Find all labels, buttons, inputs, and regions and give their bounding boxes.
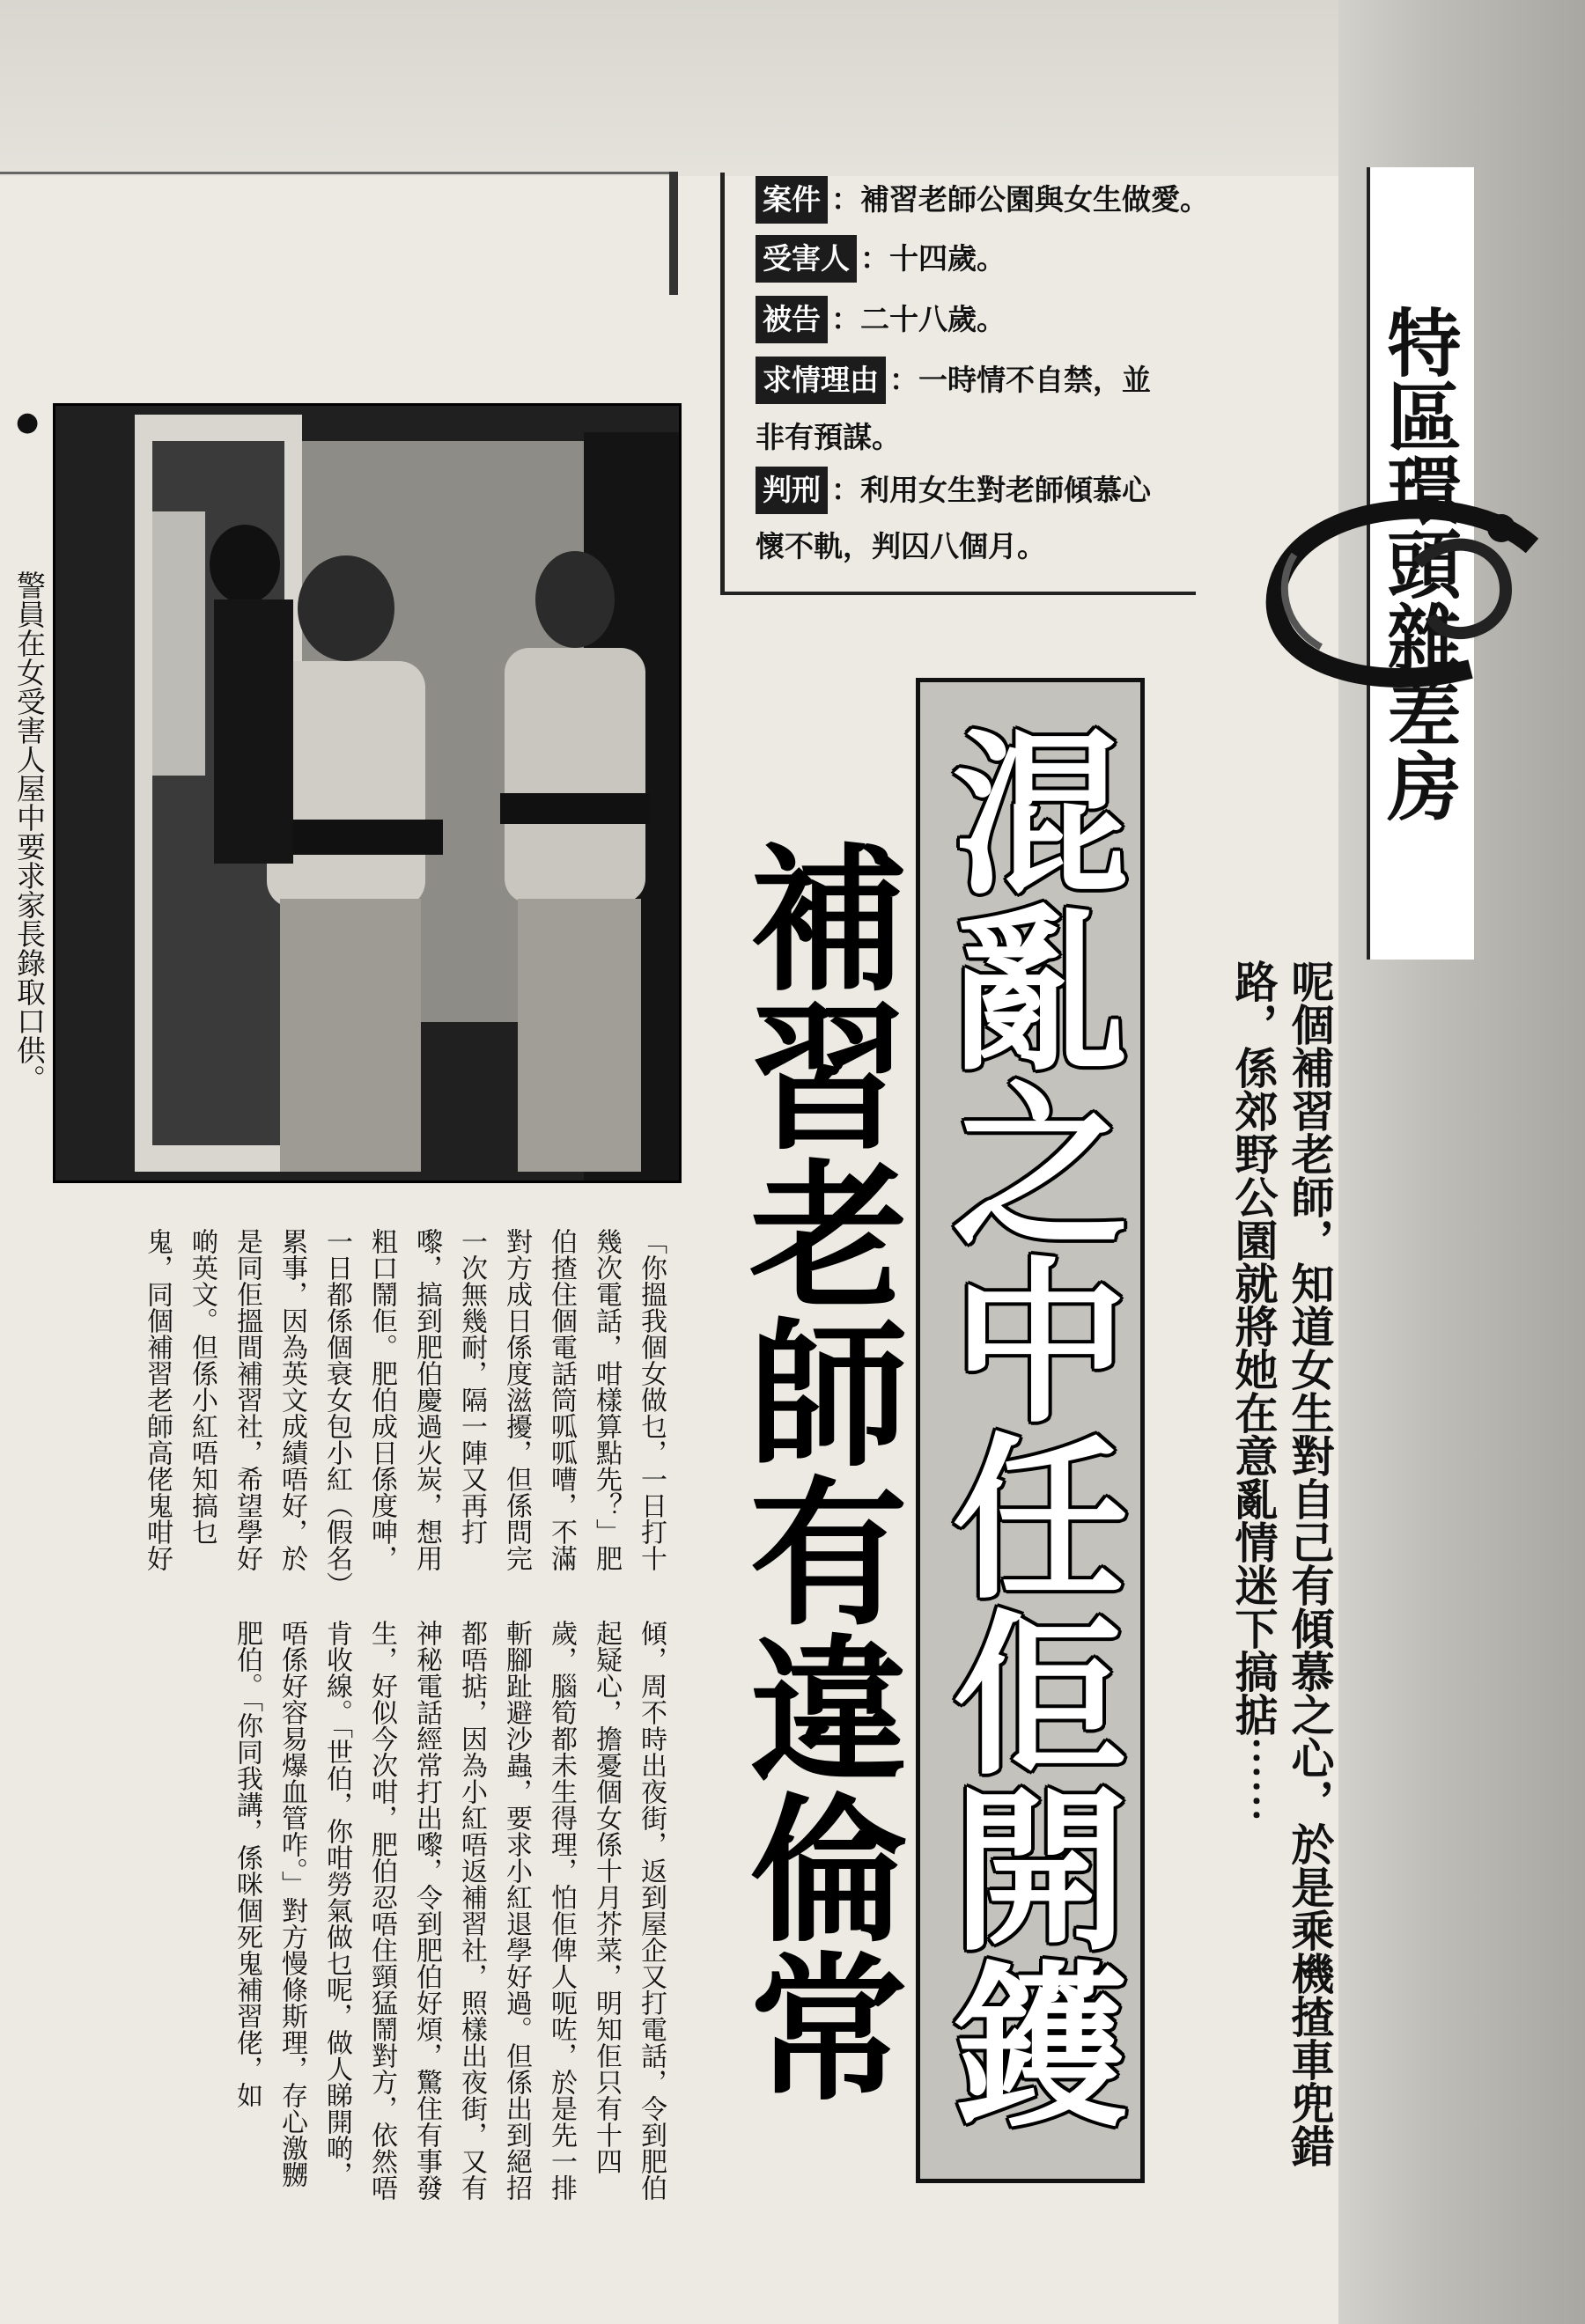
case-row xyxy=(756,176,1209,224)
swirl-logo-icon xyxy=(1242,493,1576,704)
case-row xyxy=(756,235,1006,283)
case-row xyxy=(756,296,1006,343)
body-text-lower: 傾，周不時出夜街，返到屋企又打電話，令到肥伯起疑心，擔憂個女係十月芥菜，明知佢只有十四歲，腦筍都未生得理，怕佢俾人呃咗，於是先一排斬腳趾避沙蟲，要求小紅退學好過。但係出到絕招都唔掂，因為小紅唔返補習社，照樣出夜街，又有神秘電話經常打出嚟，令到肥伯好煩，驚住有事發生，好似今次咁，肥伯忍唔住頸猛鬧對方，依然唔肯收線。「世伯，你咁勞氣做乜呢，做人睇開啲，唔係好容易爆血管咋。」對方慢條斯理，存心激嬲肥伯。「你同我講，係咪個死鬼補習佬，如 xyxy=(232,1620,667,2201)
photo xyxy=(53,403,682,1183)
case-text: ：十四歲。 xyxy=(860,241,1006,276)
photo-caption: 警員在女受害人屋中要求家長錄取口供。 xyxy=(12,570,47,1093)
section-title: 特區環頭雜差房 xyxy=(1375,305,1462,822)
headline-main: 混亂之中任佢開鑊 xyxy=(923,722,1130,2130)
case-row-continuation: 非有預謀。 xyxy=(756,420,901,454)
top-rule xyxy=(0,172,678,174)
caption-bullet-icon: ● xyxy=(16,407,40,438)
headline-secondary: 補習老師有違倫常 xyxy=(723,836,907,2104)
deck-text: 呢個補習老師，知道女生對自己有傾慕之心，於是乘機揸車兜錯路，係郊野公園就將她在意亂情迷下搞掂⋯⋯ xyxy=(1228,960,1336,2167)
body-text-upper: 「你搵我個女做乜，一日打十幾次電話，咁樣算點先？」肥伯揸住個電話筒呱呱嘈，不滿對方成日係度滋擾，但係問完一次無幾耐，隔一陣又再打嚟，搞到肥伯慶過火炭，想用粗口鬧佢。肥伯成日係度呻，一日都係個衰女包小紅（假名）累事，因為英文成績唔好，於是同佢搵間補習社，希望學好啲英文。但係小紅唔知搞乜鬼，同個補習老師高佬鬼咁好 xyxy=(142,1228,667,1585)
photo-illustration xyxy=(55,406,679,1180)
top-bracket xyxy=(669,172,678,295)
case-text: ：二十八歲。 xyxy=(831,302,1006,336)
case-tag: 求情理由 xyxy=(756,357,886,404)
case-tag: 被告 xyxy=(756,296,828,343)
case-row xyxy=(756,467,1151,514)
faded-previous-page-strip xyxy=(0,0,1338,176)
case-text: ：一時情不自禁，並 xyxy=(889,363,1151,397)
case-row-continuation: 懷不軌，判囚八個月。 xyxy=(756,529,1046,563)
case-box-bottom-rule xyxy=(720,592,1196,595)
case-text: ：補習老師公園與女生做愛。 xyxy=(831,182,1209,217)
case-text: ：利用女生對老師傾慕心 xyxy=(831,473,1151,507)
case-row xyxy=(756,357,1151,404)
case-box-rule xyxy=(720,173,725,595)
case-tag: 判刑 xyxy=(756,467,828,514)
case-tag: 案件 xyxy=(756,176,828,224)
case-tag: 受害人 xyxy=(756,235,857,283)
